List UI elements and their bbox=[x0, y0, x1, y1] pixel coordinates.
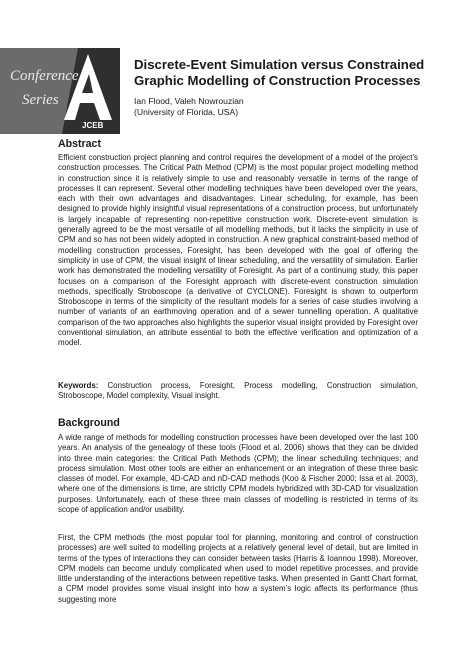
keywords-line bbox=[58, 381, 418, 402]
author-block bbox=[134, 96, 244, 118]
logo-journal-abbrev: JCEB bbox=[82, 121, 104, 130]
logo-graphic bbox=[0, 48, 120, 134]
author-names: Ian Flood, Valeh Nowrouzian bbox=[134, 96, 244, 106]
background-paragraph-2: First, the CPM methods (the most popular tool for planning, monitoring and control of construction processes) are well suited to modelling projects at a relatively general level of detail, but are limited in terms of the types of interactions they can consider between tasks (Harris & Ioannou 1998). Moreover, CPM models can become unduly complicated when used to model repetitive processes, and provide little understanding of the interactions between repetitive tasks. When presented in Gantt Chart format, a CPM model provides some visual insight into how a system’s logic affects its performance (thus suggesting more bbox=[58, 533, 418, 604]
keywords-text: Construction process, Foresight, Process modelling, Construction simulation, Stroboscope, Model complexity, Visual insight. bbox=[58, 381, 418, 401]
logo-series-line1: Conference bbox=[10, 68, 79, 84]
abstract-heading: Abstract bbox=[58, 138, 101, 150]
keywords-label: Keywords: bbox=[58, 381, 99, 390]
logo-series-line2: Series bbox=[22, 92, 59, 108]
abstract-body: Efficient construction project planning and control requires the development of a model of the project’s construction processes. The Critical Path Method (CPM) is the most popular project modelling method in construction since it is relatively simple to use and reasonably versatile in terms of the range of processes it can represent. Several other modelling techniques have been developed over the years, each with their own advantages and disadvantages. Linear scheduling, for example, has been designed to provide highly insightful visual representations of a construction process, but unfortunately is largely incapable of representing non-repetitive construction work. Discrete-event simulation is generally agreed to be the most versatile of all modelling methods, but it lacks the simplicity in use of CPM and so has not been widely adopted in construction. A new graphical constraint-based method of modelling construction processes, Foresight, has been developed with the goal of offering the simplicity in use of CPM, the visual insight of linear scheduling, and the versatility of simulation. Earlier work has demonstrated the modelling versatility of Foresight. As part of a continuing study, this paper focuses on a comparison of the Foresight approach with discrete-event construction simulation methods, specifically Stroboscope (a derivative of CYCLONE). Foresight is shown to outperform Stroboscope in terms of the simplicity of the resultant models for a series of case studies involving a number of variants of an earthmoving operation and of a sewer tunnelling operation. A qualitative comparison of the two approaches also highlights the superior visual insight provided by Foresight over conventional simulation, an attribute essential to both the effective verification and optimization of a model. bbox=[58, 153, 418, 348]
paper-title: Discrete-Event Simulation versus Constrained Graphic Modelling of Construction Processes bbox=[134, 57, 425, 88]
background-paragraph-1: A wide range of methods for modelling construction processes have been developed over the last 100 years. An analysis of the genealogy of these tools (Flood et al. 2006) shows that they can be divided into three main categories: the Critical Path Methods (CPM); the linear scheduling techniques; and process simulation. Most other tools are either an enhancement or an integration of these three basic classes of model. For example, 4D-CAD and nD-CAD methods (Koo & Fischer 2000; Issa et al. 2003), where one of the dimensions is time, are strictly CPM models hybridized with 3D-CAD for visualization purposes. Unfortunately, each of these three main classes of modelling is restricted in terms of its scope of application and/or usability. bbox=[58, 433, 418, 515]
author-affiliation: (University of Florida, USA) bbox=[134, 107, 239, 117]
conference-series-logo bbox=[0, 48, 120, 134]
background-heading: Background bbox=[58, 417, 120, 429]
